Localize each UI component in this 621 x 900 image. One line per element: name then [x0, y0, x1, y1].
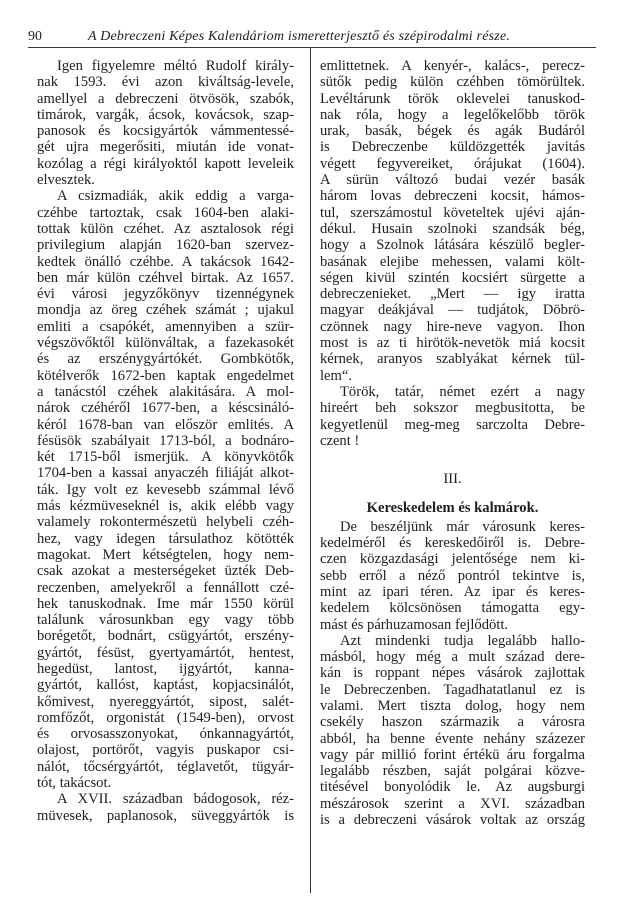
text-line: Levéltárunk török oklevelei tanuskod-	[320, 90, 585, 107]
text-line: urak, basák, bégek és agák Budáról	[320, 123, 585, 140]
text-line: valami. Mert tiszta dolog, hogy nem	[320, 697, 585, 714]
text-line: titésével bonyolódik le. Az augsburgi	[320, 779, 585, 796]
text-line: más kézmüveseknél is, akik elébb vagy	[37, 498, 294, 515]
text-line: emliti a csapókét, amennyiben a szür-	[37, 318, 294, 335]
text-line: találunk városunkban egy vagy több	[37, 612, 294, 629]
text-line: A XVII. században bádogosok, réz-	[57, 791, 294, 808]
text-line: Török, tatár, német ezért a nagy	[340, 383, 585, 400]
text-line: magyar deákjával — tudjátok, Döbrö-	[320, 302, 585, 319]
right-column	[320, 58, 585, 828]
text-line: czönnek nagy hire-neve vagyon. Ihon	[320, 318, 585, 335]
text-line: kéról 1678-ban van először emlités. A	[37, 416, 294, 433]
text-line: basának elejibe mehessen, valami költ-	[320, 253, 585, 270]
text-line: kegyetlenül meg-meg sarczolta Debre-	[320, 416, 585, 433]
text-line: elvesztek.	[37, 172, 95, 189]
text-line: dékul. Husain szolnoki szandsák bég,	[320, 220, 585, 237]
text-line: csak azokat a mesterségeket üzték Deb-	[37, 563, 294, 580]
text-line: hogy a Szolnok látására készülő begler-	[320, 237, 585, 254]
text-line: mást és párhuzamosan fejlődött.	[320, 616, 509, 633]
text-line: kán is roppant népes vásárok zajlottak	[320, 665, 585, 682]
text-line: mondja az öreg czéhek számát ; ujakul	[37, 302, 294, 319]
text-line: hez, vagy idegen társulathoz kötötték	[37, 530, 294, 547]
text-line: Azt mindenki tudja legalább hallo-	[340, 632, 585, 649]
text-line: Igen figyelemre méltó Rudolf király-	[57, 58, 294, 74]
text-line: panosok és kocsigyártók vámmentessé-	[37, 123, 294, 140]
text-line: nak róla, hogy a legelőkelőbb török	[320, 106, 585, 123]
text-line: tul, szerszámostul követeltek ujévi aján-	[320, 204, 585, 221]
text-line: és az erszénygyártókét. Gombkötők,	[37, 351, 294, 368]
section-number: III.	[443, 471, 462, 488]
text-line: czent !	[320, 432, 360, 449]
text-line: másból, hogy még a mult század dere-	[320, 649, 585, 666]
text-line: ségen kivül szintén kocsiért sürgette a	[320, 269, 585, 286]
text-line: kedtek önálló czéhbe. A takácsok 1642-	[37, 253, 294, 270]
text-line: nálót, tőcsérgyártót, téglavetőt, tügyár-	[37, 758, 294, 775]
text-line: vagy pár millió forint értékü áru forgalma	[320, 746, 585, 763]
text-line: évi városi jegyzőkönyv tizennégynek	[37, 286, 294, 303]
text-line: czéhbe tartoztak, csak 1604-ben alaki-	[37, 204, 294, 221]
text-line: kőmivest, nyereggyártót, sipost, salét-	[37, 693, 294, 710]
text-line: is Debreczenbe küldözgették javitás	[320, 139, 585, 156]
text-line: mészárosok szerint a XVI. században	[320, 795, 585, 812]
text-line: három lovas debreczeni kocsit, hámos-	[320, 188, 585, 205]
text-line: fésüsök szabályait 1713-ból, a bodnáro-	[37, 432, 294, 449]
text-line: gyártót, fésüst, gyertyamártót, hentest,	[37, 644, 294, 661]
text-line: sütők pedig külön czéhben tömörültek.	[320, 74, 585, 91]
text-line: csekély haszon származik a városra	[320, 714, 585, 731]
text-line: müvesek, paplanosok, süveggyártók is	[37, 807, 294, 824]
text-line: ben már külön czéhvel birtak. Az 1657.	[37, 269, 294, 286]
text-line: olajost, portörőt, vagyis puskapor csi-	[37, 742, 294, 759]
text-line: kötélverők 1672-ben kaptak engedelmet	[37, 367, 294, 384]
text-line: legalább részben, saját polgárai közve-	[320, 763, 585, 780]
text-line: kedelem kölcsönösen támogatta egy-	[320, 600, 585, 617]
text-line: és orvosasszonyokat, ónkannagyártót,	[37, 726, 294, 743]
text-line: czen közgazdasági jelentősége nem ki-	[320, 551, 585, 568]
text-line: borégetőt, bodnárt, csügyártót, erszény-	[37, 628, 294, 645]
text-line: gét ujra megerősiti, miután ide vonat-	[37, 139, 294, 156]
text-line: privilegium alapján 1620-ban szervez-	[37, 237, 294, 254]
left-column	[37, 58, 294, 824]
text-line: le Debreczenben. Tagadhatatlanul ez is	[320, 681, 585, 698]
text-line: tót, takácsot.	[37, 775, 112, 792]
text-line: kedelméről és kereskedőiről is. Debre-	[320, 535, 585, 552]
text-line: sebb erről a néző pontról tekintve is,	[320, 567, 585, 584]
text-line: hek tanuskodnak. Ime már 1550 körül	[37, 595, 294, 612]
text-line: nárok czéhéről 1677-ben, a késcsináló-	[37, 400, 294, 417]
text-line: timárok, vargák, ácsok, kovácsok, szap-	[37, 106, 294, 123]
text-line: nak 1593. évi azon kiváltság-levele,	[37, 74, 294, 91]
text-line: emlittetnek. A kenyér-, kalács-, perecz-	[320, 58, 585, 74]
column-divider	[310, 48, 311, 893]
text-line: reczenben, amelyekről a fennállott czé-	[37, 579, 294, 596]
text-line: A sürün változó budai vezér basák	[320, 172, 585, 189]
text-line: is a debreczeni vásárok voltak az ország	[320, 812, 585, 829]
text-line: romfőzőt, orgonistát (1549-ben), orvost	[37, 709, 294, 726]
text-line: gyártót, kallóst, kaptást, kopjacsinálót,	[37, 677, 294, 694]
text-line: debreczenieket. „Mert — igy iratta	[320, 286, 585, 303]
text-line: ták. Igy volt ez kevesebb számmal lévő	[37, 481, 294, 498]
text-line: abból, ha benne évente nehány százezer	[320, 730, 585, 747]
text-line: két 1715-ből ismerjük. A könyvkötők	[37, 449, 294, 466]
text-line: 1704-ben a kassai anyaczéh filiáját alkot-	[37, 465, 294, 482]
text-line: tottak külön czéhet. Az asztalosok régi	[37, 220, 294, 237]
text-line: valamely rokontermészetü helybeli czéh-	[37, 514, 294, 531]
text-line: A csizmadiák, akik eddig a varga-	[57, 188, 294, 205]
running-title: A Debreczeni Képes Kalendáriom ismeretterjesztő és szépirodalmi része.	[88, 29, 511, 44]
text-line: kérnek, aranyos szablyákat kérnek tül-	[320, 351, 585, 368]
text-line: magokat. Mert kétségtelen, hogy nem-	[37, 546, 294, 563]
page-number: 90	[28, 29, 42, 44]
text-line: hireért beh sokszor megbusitotta, be	[320, 400, 585, 417]
text-line: De beszéljünk már városunk keres-	[340, 518, 585, 535]
text-line: végszövőktől különváltak, a fazekasokét	[37, 335, 294, 352]
running-header	[28, 25, 596, 48]
text-line: lem“.	[320, 367, 353, 384]
text-line: kozólag a régi királyoktól kapott leveleik	[37, 155, 294, 172]
section-title: Kereskedelem és kalmárok.	[366, 500, 539, 517]
text-line: hegedüst, lantost, ijgyártót, kanna-	[37, 660, 294, 677]
text-line: most is az ti hirötök-nevetök miá kocsit	[320, 335, 585, 352]
text-line: végett fegyvereiket, órájukat (1604).	[320, 155, 585, 172]
text-line: amellyel a debreczeni ötvösök, szabók,	[37, 90, 294, 107]
text-line: a tanácstól czéhek alakitására. A mol-	[37, 383, 294, 400]
text-line: mint az ipari téren. Az ipar és keres-	[320, 583, 585, 600]
